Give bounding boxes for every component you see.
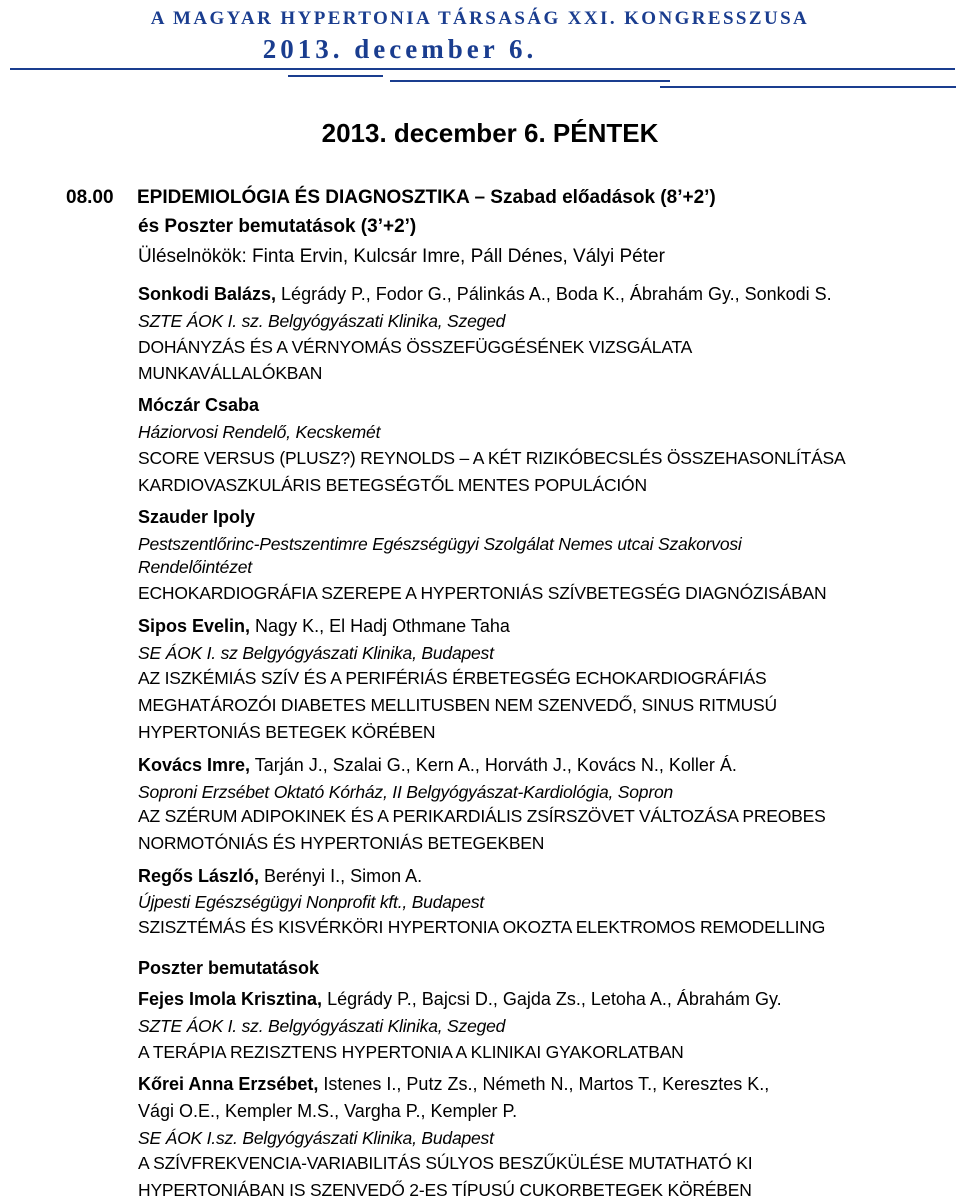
talk-coauthors: Légrády P., Fodor G., Pálinkás A., Boda K., Ábrahám Gy., Sonkodi S. [276,284,832,304]
poster-title: A SZÍVFREKVENCIA-VARIABILITÁS SÚLYOS BESZŰKÜLÉSE MUTATHATÓ KI [138,1153,753,1173]
poster-title: A TERÁPIA REZISZTENS HYPERTONIA A KLINIKAI GYAKORLATBAN [138,1042,684,1062]
header-rule-accent-mid [390,80,670,82]
talk-presenter: Szauder Ipoly [138,507,256,527]
talk-title-cont: MUNKAVÁLLALÓKBAN [138,363,323,383]
talk-affiliation: Újpesti Egészségügyi Nonprofit kft., Budapest [138,892,485,912]
talk-authors [138,616,510,637]
talk-affiliation-cont: Rendelőintézet [138,557,252,577]
talk-title: AZ SZÉRUM ADIPOKINEK ÉS A PERIKARDIÁLIS ZSÍRSZÖVET VÁLTOZÁSA PREOBES [138,806,826,826]
poster-presenter: Fejes Imola Krisztina, [138,989,323,1009]
talk-title: SZISZTÉMÁS ÉS KISVÉRKÖRI HYPERTONIA OKOZTA ELEKTROMOS REMODELLING [138,917,826,937]
talk-title: DOHÁNYZÁS ÉS A VÉRNYOMÁS ÖSSZEFÜGGÉSÉNEK VIZSGÁLATA [138,337,693,357]
header-rule-accent-left [288,75,383,77]
talk-affiliation: SZTE ÁOK I. sz. Belgyógyászati Klinika, Szeged [138,311,506,331]
talk-title-cont: HYPERTONIÁS BETEGEK KÖRÉBEN [138,722,436,742]
session-time: 08.00 [66,187,114,208]
poster-authors [138,989,782,1010]
congress-title: A MAGYAR HYPERTONIA TÁRSASÁG XXI. KONGRESSZUSA [150,8,810,29]
talk-title: ECHOKARDIOGRÁFIA SZEREPE A HYPERTONIÁS SZÍVBETEGSÉG DIAGNÓZISÁBAN [138,583,827,603]
session-title: EPIDEMIOLÓGIA ÉS DIAGNOSZTIKA – Szabad előadások (8’+2’) [137,187,716,208]
poster-affiliation: SZTE ÁOK I. sz. Belgyógyászati Klinika, Szeged [138,1016,506,1036]
poster-coauthors-cont: Vági O.E., Kempler M.S., Vargha P., Kempler P. [138,1101,518,1121]
poster-affiliation: SE ÁOK I.sz. Belgyógyászati Klinika, Budapest [138,1128,494,1148]
header-rule-top [10,68,955,70]
talk-coauthors: Berényi I., Simon A. [259,866,423,886]
poster-presenter: Kőrei Anna Erzsébet, [138,1074,319,1094]
talk-presenter: Sipos Evelin, [138,616,251,636]
poster-title-cont: HYPERTONIÁBAN IS SZENVEDŐ 2-ES TÍPUSÚ CUKORBETEGEK KÖRÉBEN [138,1180,752,1200]
talk-presenter: Móczár Csaba [138,395,260,415]
header-rule-accent-right [660,86,956,88]
talk-affiliation: Soproni Erzsébet Oktató Kórház, II Belgyógyászat-Kardiológia, Sopron [138,782,674,802]
session-chairs: Üléselnökök: Finta Ervin, Kulcsár Imre, Páll Dénes, Vályi Péter [138,246,665,267]
poster-heading: Poszter bemutatások [138,958,320,978]
talk-presenter: Sonkodi Balázs, [138,284,277,304]
talk-title-cont: MEGHATÁROZÓI DIABETES MELLITUSBEN NEM SZENVEDŐ, SINUS RITMUSÚ [138,695,777,715]
talk-presenter: Kovács Imre, [138,755,251,775]
talk-title-cont: KARDIOVASZKULÁRIS BETEGSÉGTŐL MENTES POPULÁCIÓN [138,475,647,495]
talk-coauthors: Nagy K., El Hadj Othmane Taha [250,616,510,636]
talk-coauthors: Tarján J., Szalai G., Kern A., Horváth J., Kovács N., Koller Á. [250,755,737,775]
talk-authors [138,755,737,776]
talk-title: AZ ISZKÉMIÁS SZÍV ÉS A PERIFÉRIÁS ÉRBETEGSÉG ECHOKARDIOGRÁFIÁS [138,668,767,688]
talk-affiliation: Háziorvosi Rendelő, Kecskemét [138,422,381,442]
talk-presenter: Regős László, [138,866,260,886]
talk-authors [138,284,832,305]
session-title-cont: és Poszter bemutatások (3’+2’) [138,216,417,237]
congress-date: 2013. december 6. [262,34,538,64]
talk-title: SCORE VERSUS (PLUSZ?) REYNOLDS – A KÉT RIZIKÓBECSLÉS ÖSSZEHASONLÍTÁSA [138,448,846,468]
poster-coauthors: Légrády P., Bajcsi D., Gajda Zs., Letoha A., Ábrahám Gy. [322,989,782,1009]
talk-authors [138,866,422,887]
talk-title-cont: NORMOTÓNIÁS ÉS HYPERTONIÁS BETEGEKBEN [138,833,545,853]
day-title: 2013. december 6. PÉNTEK [321,118,659,148]
poster-coauthors: Istenes I., Putz Zs., Németh N., Martos T., Keresztes K., [318,1074,770,1094]
talk-affiliation: SE ÁOK I. sz Belgyógyászati Klinika, Budapest [138,643,494,663]
poster-authors [138,1074,769,1095]
talk-affiliation: Pestszentlőrinc-Pestszentimre Egészségügyi Szolgálat Nemes utcai Szakorvosi [138,534,742,554]
session-header [66,187,716,209]
